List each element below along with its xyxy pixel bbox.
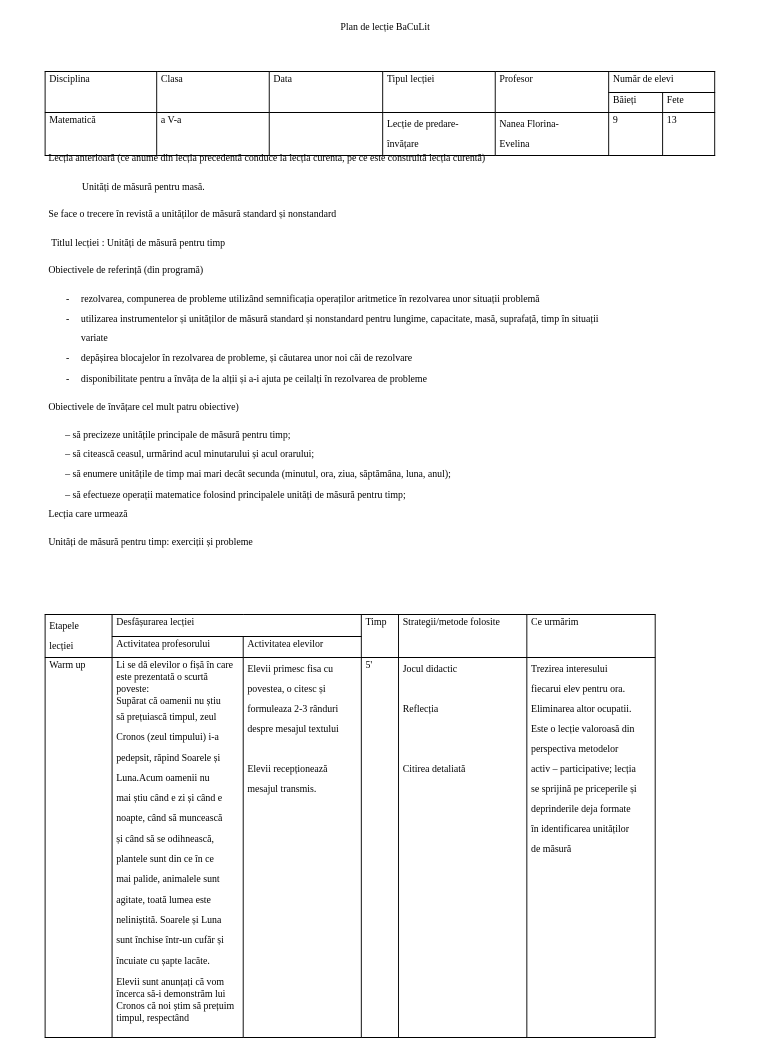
- list-item-continuation: variate: [80, 333, 108, 344]
- header-timp: Timp: [361, 615, 398, 658]
- urmarim-line: de măsură: [531, 844, 572, 855]
- cell-fete: 13: [663, 113, 715, 156]
- story-line: Supărat că oamenii nu știu: [116, 696, 221, 707]
- titlul-lectiei: Titlul lecției : Unități de măsură pentru timp: [51, 238, 226, 249]
- strategie-item: Reflecția: [402, 704, 439, 715]
- story-line: sunt închise într-un cufăr și: [116, 935, 224, 947]
- header-baieti: Băieți: [609, 93, 663, 113]
- story-line: mai știu când e zi și când e: [116, 793, 223, 805]
- header-desfasurare: Desfășurarea lecției: [112, 615, 361, 637]
- lectia-anterioara-heading: Lecția anterioară (ce anume din lecția precedentă conduce la lecția curenta, pe ce este construită lecția curentă): [48, 153, 486, 164]
- unitati-masa-text: Unități de măsură pentru masă.: [81, 182, 205, 193]
- urmarim-line: Trezirea interesului: [531, 664, 608, 675]
- list-item: depășirea blocajelor în rezolvarea de probleme, și căutarea unor noi căi de rezolvare: [80, 353, 413, 364]
- story-line: mai palide, animalele sunt: [116, 874, 220, 886]
- elevi-line: Elevii primesc fisa cu: [247, 664, 334, 675]
- cell-strategii: [399, 658, 527, 1038]
- elevi-line: povestea, o citesc și: [247, 684, 326, 695]
- prof-intro: Li se dă elevilor o fișă în care este prezentată o scurtă poveste:: [116, 660, 234, 695]
- cell-baieti: 9: [609, 113, 663, 156]
- strategie-item: Jocul didactic: [402, 664, 458, 675]
- prof-story: [116, 695, 239, 972]
- lectia-urmatoare-text: Unități de măsură pentru timp: exerciții și probleme: [48, 537, 253, 548]
- cell-tipul-line2: învățare: [386, 139, 419, 150]
- urmarim-line: se sprijină pe priceperile și: [531, 784, 637, 795]
- cell-disciplina: Matematică: [45, 113, 157, 156]
- story-line: plantele sunt din ce în ce: [116, 854, 214, 866]
- cell-tipul-lectiei: [383, 113, 496, 156]
- story-line: să prețuiască timpul, zeul: [116, 712, 217, 723]
- header-etapele-line2: lecției: [49, 641, 74, 652]
- list-item: rezolvarea, compunerea de probleme utilizând semnificația operaților aritmetice în rezolvarea unor situații problemă: [80, 294, 540, 305]
- header-data: Data: [269, 72, 382, 113]
- list-dash: -: [66, 374, 70, 385]
- header-profesor: Profesor: [495, 72, 608, 113]
- urmarim-line: Eliminarea altor ocupatii.: [531, 704, 632, 715]
- story-line: agitate, toată lumea este: [116, 894, 211, 906]
- urmarim-line: în identificarea unităților: [531, 824, 629, 835]
- list-item: – să efectueze operații matematice folosind principalele unități de măsură pentru timp;: [65, 490, 406, 501]
- story-line: pedepsit, răpind Soarele și: [116, 752, 221, 764]
- urmarim-line: deprinderile deja formate: [531, 804, 631, 815]
- header-disciplina: Disciplina: [45, 72, 157, 113]
- elevi-line: Elevii recepționează: [247, 764, 328, 775]
- urmarim-line: Este o lecție valoroasă din: [531, 724, 635, 735]
- header-ce-urmarim: Ce urmărim: [527, 615, 655, 658]
- cell-activitatea-profesorului: [112, 658, 243, 1038]
- header-activitatea-profesorului: Activitatea profesorului: [112, 636, 243, 658]
- header-etapele: [45, 615, 112, 658]
- header-clasa: Clasa: [157, 72, 270, 113]
- cell-data: [269, 113, 382, 156]
- cell-profesor-line2: Evelina: [499, 139, 530, 150]
- list-item: utilizarea instrumentelor și unităților de măsură standard și nonstandard pentru lungime, capacitate, masă, suprafață, timp în situații: [80, 314, 599, 325]
- story-line: neliniștită. Soarele și Luna: [116, 914, 222, 926]
- cell-profesor: [495, 113, 608, 156]
- story-line: noapte, când să muncească: [116, 813, 223, 825]
- header-tipul-lectiei: Tipul lecției: [383, 72, 496, 113]
- story-line: încuiate cu șapte lacăte.: [116, 955, 210, 967]
- header-etapele-line1: Etapele: [49, 621, 79, 632]
- header-strategii: Strategii/metode folosite: [399, 615, 527, 658]
- header-numar-elevi: Număr de elevi: [609, 72, 715, 93]
- urmarim-line: fiecarui elev pentru ora.: [531, 684, 626, 695]
- elevi-line: despre mesajul textului: [247, 724, 339, 735]
- story-line: Luna.Acum oamenii nu: [116, 772, 210, 784]
- list-item: disponibilitate pentru a învăța de la alții și a-i ajuta pe ceilalți în rezolvarea de probleme: [80, 374, 427, 385]
- lectia-urmeaza-heading: Lecția care urmează: [48, 509, 128, 520]
- urmarim-line: perspectiva metodelor: [531, 744, 619, 755]
- cell-timp: 5': [361, 658, 398, 1038]
- trecere-text: Se face o trecere în revistă a unităților de măsură standard și nonstandard: [48, 209, 337, 220]
- cell-etapa: Warm up: [45, 658, 112, 1038]
- prof-outro: Elevii sunt anunțați că vom încerca să-i demonstrăm lui Cronos că noi știm să prețuim timpul, respectând: [116, 976, 235, 1024]
- header-activitatea-elevilor: Activitatea elevilor: [243, 636, 361, 658]
- list-item: – să enumere unitățile de timp mai mari decât secunda (minutul, ora, ziua, săptămâna, luna, anul);: [65, 469, 451, 480]
- story-line: Cronos (zeul timpului) i-a: [116, 732, 219, 744]
- cell-clasa: a V-a: [157, 113, 270, 156]
- list-dash: -: [66, 353, 70, 364]
- list-dash: -: [66, 314, 70, 325]
- strategie-item: Citirea detaliată: [402, 764, 466, 775]
- list-item: – să citească ceasul, urmărind acul minutarului și acul orarului;: [65, 449, 315, 460]
- obiective-invatare-heading: Obiectivele de învățare cel mult patru obiective): [48, 402, 239, 413]
- story-line: și când să se odihnească,: [116, 833, 214, 845]
- page-title: Plan de lecție BaCuLit: [340, 22, 430, 33]
- list-dash: -: [66, 294, 70, 305]
- header-fete: Fete: [663, 93, 715, 113]
- cell-ce-urmarim: [527, 658, 655, 1038]
- info-table: [45, 71, 716, 156]
- cell-activitatea-elevilor: [243, 658, 361, 1038]
- obiective-referinta-heading: Obiectivele de referință (din programă): [48, 265, 204, 276]
- plan-table: [45, 614, 656, 1038]
- urmarim-line: activ – participative; lecția: [531, 764, 636, 775]
- list-item: – să precizeze unitățile principale de măsură pentru timp;: [65, 430, 291, 441]
- elevi-line: mesajul transmis.: [247, 784, 317, 795]
- cell-tipul-line1: Lecție de predare-: [386, 119, 459, 130]
- elevi-line: formuleaza 2-3 rânduri: [247, 704, 339, 715]
- cell-profesor-line1: Nanea Florina-: [499, 119, 559, 130]
